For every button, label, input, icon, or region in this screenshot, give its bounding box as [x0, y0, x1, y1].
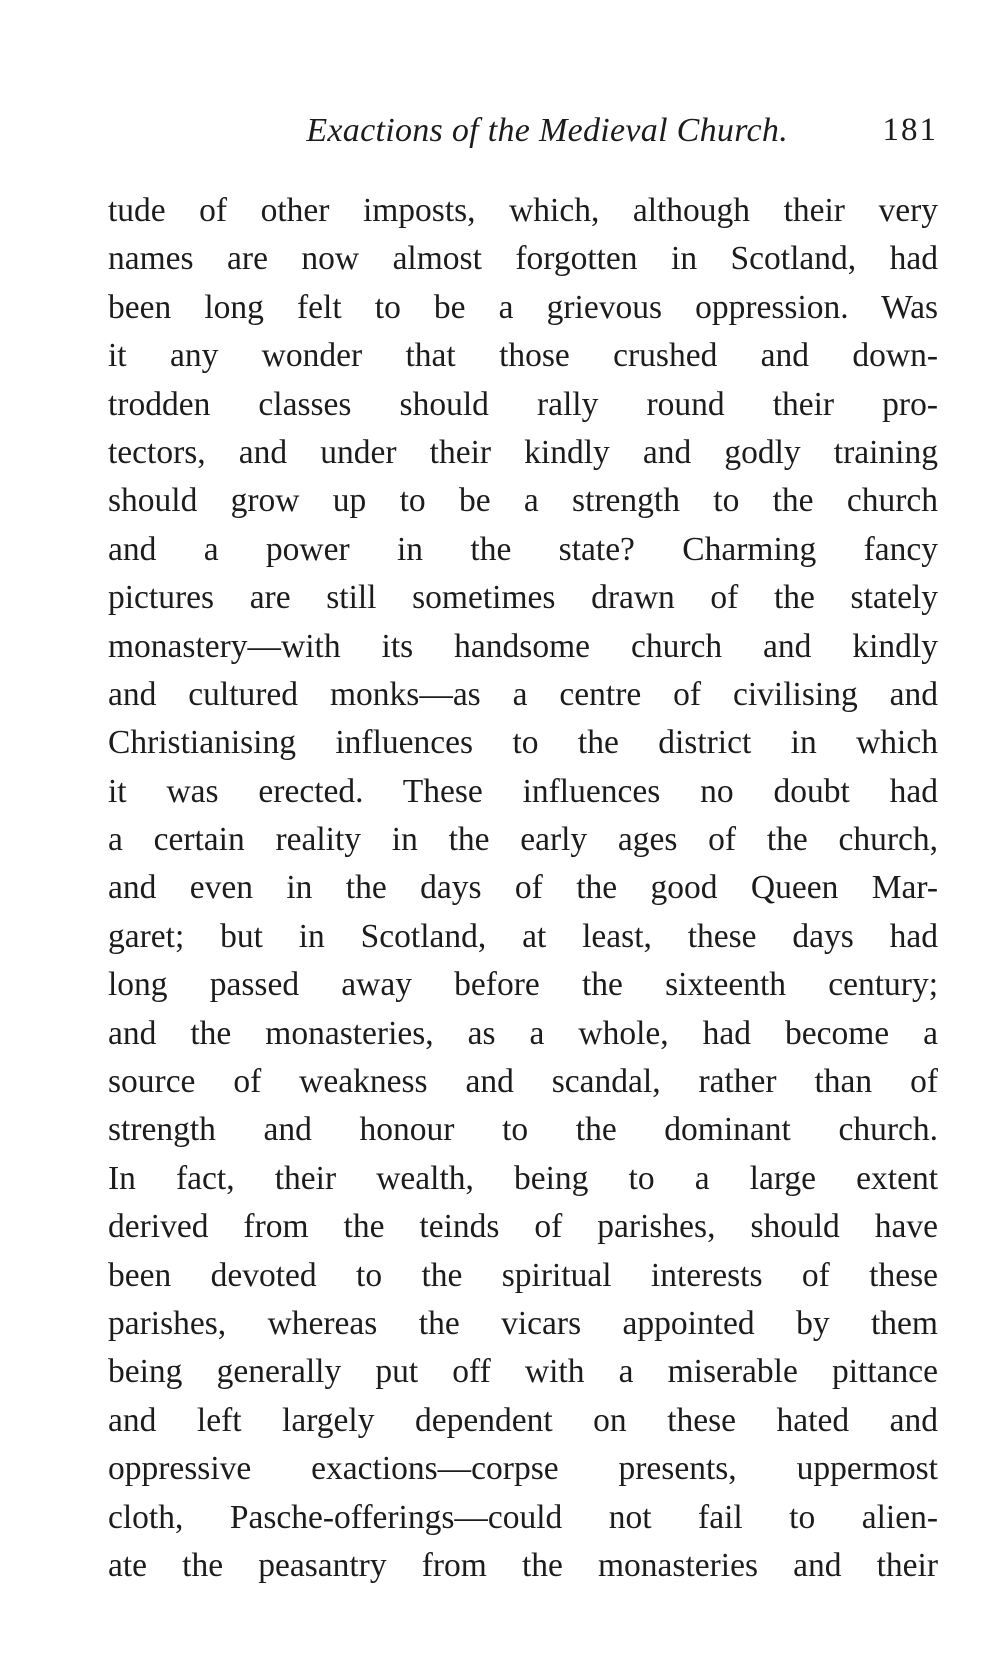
text-line: it was erected. These influences no doubt had	[108, 772, 938, 810]
text-line: strength and honour to the dominant church.	[108, 1111, 938, 1149]
running-title: Exactions of the Medieval Church.	[306, 112, 788, 149]
text-line: ate the peasantry from the monasteries and their	[108, 1546, 938, 1584]
text-line: been long felt to be a grievous oppression. Was	[108, 288, 938, 326]
text-line: In fact, their wealth, being to a large extent	[108, 1159, 938, 1197]
text-line: being generally put off with a miserable pittance	[108, 1353, 938, 1391]
text-line: and cultured monks—as a centre of civilising and	[108, 675, 938, 713]
text-line: long passed away before the sixteenth century;	[108, 966, 938, 1004]
text-line: tude of other imposts, which, although their very	[108, 192, 938, 229]
text-line: pictures are still sometimes drawn of the stately	[108, 579, 938, 617]
text-line: and left largely dependent on these hated and	[108, 1401, 938, 1439]
text-line: Christianising influences to the district in which	[108, 724, 938, 762]
body-text	[108, 187, 938, 1590]
text-line: should grow up to be a strength to the church	[108, 482, 938, 520]
text-line: garet; but in Scotland, at least, these days had	[108, 917, 938, 955]
text-line: names are now almost forgotten in Scotland, had	[108, 240, 938, 278]
text-line: trodden classes should rally round their pro-	[108, 385, 938, 423]
text-line: cloth, Pasche-offerings—could not fail to alien-	[108, 1498, 938, 1536]
text-line: source of weakness and scandal, rather than of	[108, 1063, 938, 1101]
text-line: been devoted to the spiritual interests of these	[108, 1256, 938, 1294]
text-line: monastery—with its handsome church and kindly	[108, 627, 938, 665]
running-head	[108, 112, 938, 160]
text-line: it any wonder that those crushed and down-	[108, 337, 938, 375]
text-line: tectors, and under their kindly and godly training	[108, 433, 938, 471]
page-number: 181	[882, 112, 938, 148]
text-line: and even in the days of the good Queen Mar-	[108, 869, 938, 907]
text-line: and a power in the state? Charming fancy	[108, 530, 938, 568]
text-line: derived from the teinds of parishes, should have	[108, 1208, 938, 1246]
text-line: parishes, whereas the vicars appointed by them	[108, 1304, 938, 1342]
text-line: oppressive exactions—corpse presents, uppermost	[108, 1450, 938, 1488]
text-line: a certain reality in the early ages of the church,	[108, 821, 938, 859]
text-line: and the monasteries, as a whole, had become a	[108, 1014, 938, 1052]
